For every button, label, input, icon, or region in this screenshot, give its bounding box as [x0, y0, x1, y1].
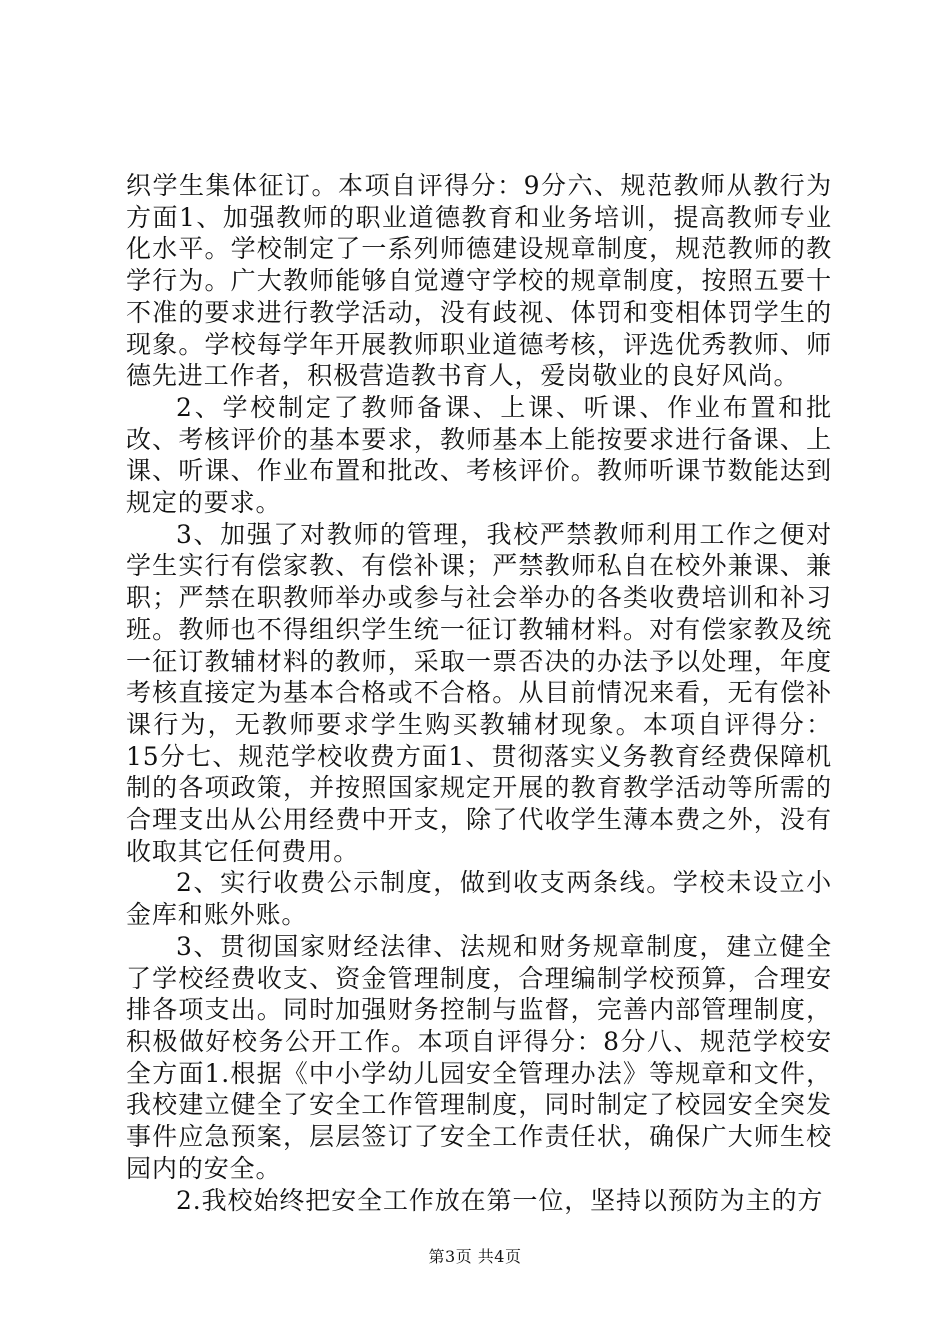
paragraph: 织学生集体征订。本项自评得分：9分六、规范教师从教行为方面1、加强教师的职业道德教育和业务培训，提高教师专业化水平。学校制定了一系列师德建设规章制度，规范教师的教学行为。广大教师能够自觉遵守学校的规章制度，按照五要十不准的要求进行教学活动，没有歧视、体罚和变相体罚学生的现象。学校每学年开展教师职业道德考核，评选优秀教师、师德先进工作者，积极营造教书育人，爱岗敬业的良好风尚。 — [126, 171, 832, 391]
paragraph: 2、学校制定了教师备课、上课、听课、作业布置和批改、考核评价的基本要求，教师基本上能按要求进行备课、上课、听课、作业布置和批改、考核评价。教师听课节数能达到规定的要求。 — [126, 392, 832, 518]
paragraph: 3、贯彻国家财经法律、法规和财务规章制度，建立健全了学校经费收支、资金管理制度，合理编制学校预算，合理安排各项支出。同时加强财务控制与监督，完善内部管理制度，积极做好校务公开工作。本项自评得分：8分八、规范学校安全方面1.根据《中小学幼儿园安全管理办法》等规章和文件，我校建立健全了安全工作管理制度，同时制定了校园安全突发事件应急预案，层层签订了安全工作责任状，确保广大师生校园内的安全。 — [126, 931, 832, 1183]
paragraph: 2.我校始终把安全工作放在第一位，坚持以预防为主的方 — [176, 1185, 824, 1215]
page-footer: 第3页 共4页 — [428, 1247, 522, 1266]
paragraph: 3、加强了对教师的管理，我校严禁教师利用工作之便对学生实行有偿家教、有偿补课；严禁教师私自在校外兼课、兼职；严禁在职教师举办或参与社会举办的各类收费培训和补习班。教师也不得组织学生统一征订教辅材料。对有偿家教及统一征订教辅材料的教师，采取一票否决的办法予以处理，年度考核直接定为基本合格或不合格。从目前情况来看，无有偿补课行为，无教师要求学生购买教辅材现象。本项自评得分：15分七、规范学校收费方面1、贯彻落实义务教育经费保障机制的各项政策，并按照国家规定开展的教育教学活动等所需的合理支出从公用经费中开支，除了代收学生薄本费之外，没有收取其它任何费用。 — [126, 519, 832, 866]
paragraph: 2、实行收费公示制度，做到收支两条线。学校未设立小金库和账外账。 — [126, 868, 832, 930]
document-body — [126, 170, 832, 1216]
